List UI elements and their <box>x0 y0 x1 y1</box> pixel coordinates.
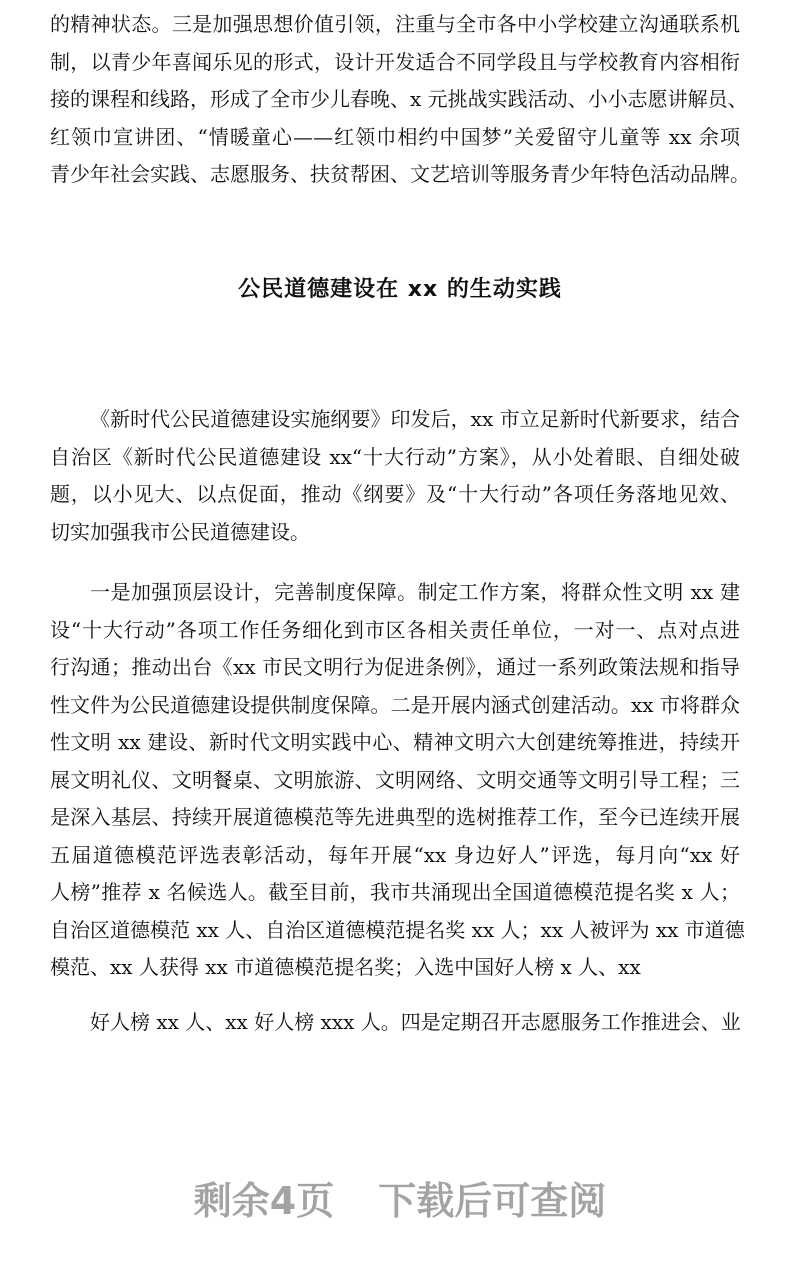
paragraph-intro <box>50 401 740 551</box>
text-line: 《新时代公民道德建设实施纲要》印发后，xx 市立足新时代新要求，结合 <box>90 407 740 431</box>
text-line: 好人榜 xx 人、xx 好人榜 xxx 人。四是定期召开志愿服务工作推进会、业 <box>90 1010 741 1034</box>
text-line: 红领巾宣讲团、“情暖童心——红领巾相约中国梦”关爱留守儿童等 xx 余项 <box>50 124 740 149</box>
download-prompt[interactable] <box>0 1170 800 1225</box>
text-line: 是深入基层、持续开展道德模范等先进典型的选树推荐工作，至今已连续开展 <box>50 805 740 829</box>
download-to-view-label[interactable]: 下载后可查阅 <box>378 1179 607 1223</box>
text-line: 性文件为公民道德建设提供制度保障。二是开展内涵式创建活动。xx 市将群众 <box>50 692 740 717</box>
text-line: 五届道德模范评选表彰活动，每年开展“xx 身边好人”评选，每月向“xx 好 <box>50 842 740 867</box>
text-line: 的精神状态。三是加强思想价值引领，注重与全市各中小学校建立沟通联系机 <box>50 12 740 36</box>
text-line: 自治区道德模范 xx 人、自治区道德模范提名奖 xx 人；xx 人被评为 xx 市道德 <box>50 917 745 942</box>
text-line: 青少年社会实践、志愿服务、扶贫帮困、文艺培训等服务青少年特色活动品牌。 <box>50 162 750 186</box>
text-line: 自治区《新时代公民道德建设 xx“十大行动”方案》，从小处着眼、自细处破 <box>50 444 740 469</box>
text-line: 接的课程和线路，形成了全市少儿春晚、x 元挑战实践活动、小小志愿讲解员、 <box>50 87 748 111</box>
text-line: 人榜”推荐 x 名候选人。截至目前，我市共涌现出全国道德模范提名奖 x 人； <box>50 880 740 904</box>
text-line: 切实加强我市公民道德建设。 <box>50 519 310 544</box>
text-line: 展文明礼仪、文明餐桌、文明旅游、文明网络、文明交通等文明引导工程；三 <box>50 767 740 792</box>
text-line: 行沟通；推动出台《xx 市民文明行为促进条例》，通过一系列政策法规和指导 <box>50 655 740 679</box>
text-line: 性文明 xx 建设、新时代文明实践中心、精神文明六大创建统筹推进，持续开 <box>50 730 740 754</box>
text-line: 模范、xx 人获得 xx 市道德模范提名奖；入选中国好人榜 x 人、xx <box>50 955 641 979</box>
remaining-pages-label: 剩余4页 <box>193 1179 335 1223</box>
paragraph-last <box>50 1004 740 1042</box>
paragraph-top <box>50 6 750 194</box>
paragraph-main <box>50 574 745 987</box>
text-line: 题，以小见大、以点促面，推动《纲要》及“十大行动”各项任务落地见效、 <box>50 482 740 506</box>
section-title: 公民道德建设在 xx 的生动实践 <box>238 277 562 302</box>
text-line: 一是加强顶层设计，完善制度保障。制定工作方案，将群众性文明 xx 建 <box>90 580 740 604</box>
text-line: 设“十大行动”各项工作任务细化到市区各相关责任单位，一对一、点对点进 <box>50 617 740 642</box>
text-line: 制，以青少年喜闻乐见的形式，设计开发适合不同学段且与学校教育内容相衔 <box>50 49 740 74</box>
